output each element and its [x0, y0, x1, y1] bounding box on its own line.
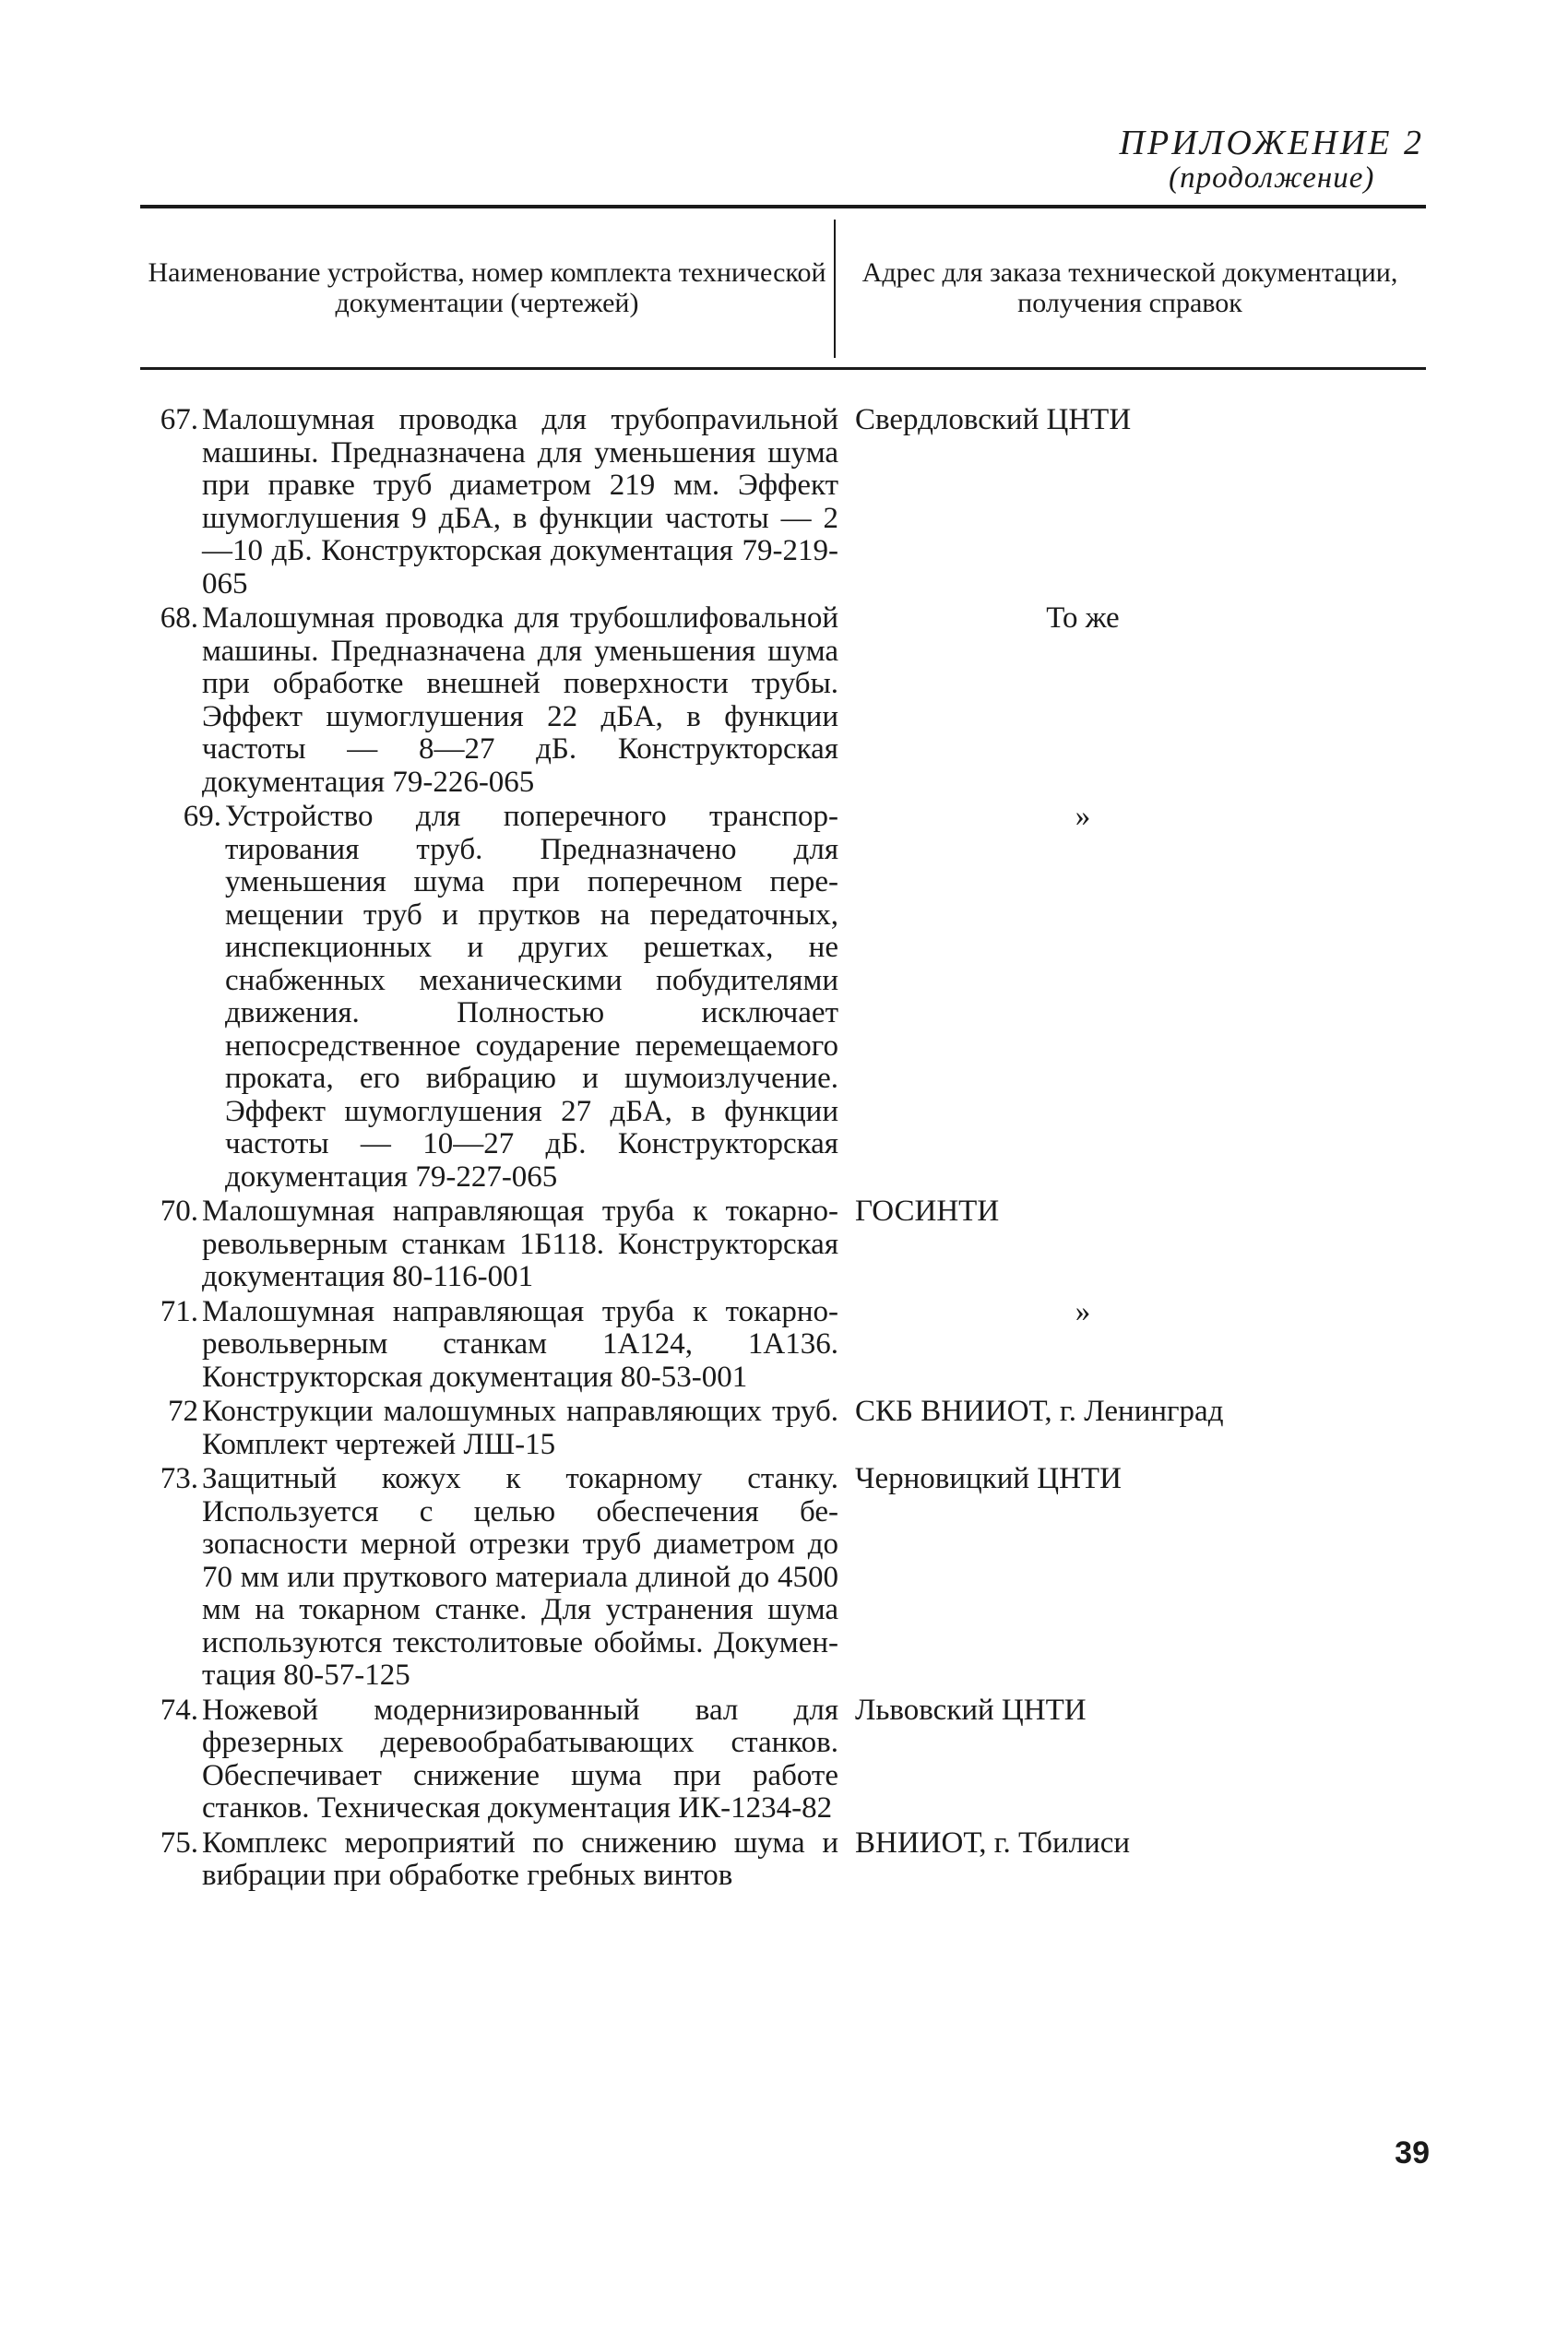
appendix-heading — [1120, 125, 1424, 195]
row-number: 70. — [160, 1195, 198, 1228]
row-number: 74. — [160, 1693, 198, 1727]
row-description: Ножевой модернизированный вал для фрезерных деревообрабатывающих станков. Обеспечивает снижение шума при работе станков. Техническая документация ИК-1234-82 — [202, 1693, 838, 1825]
page-number: 39 — [1395, 2135, 1430, 2170]
row-address: Львовский ЦНТИ — [855, 1693, 1087, 1727]
row-address: Свердловский ЦНТИ — [855, 403, 1132, 436]
row-number: 67. — [160, 403, 198, 436]
table-row — [0, 1463, 1568, 1693]
row-description: Малошумная направляющая труба к токарно-револьверным станкам 1Б118. Конструкторская документация 80-116-001 — [202, 1195, 838, 1293]
row-description: Малошумная направляющая труба к токарно-револьверным станкам 1А124, 1А136. Конструкторская документация 80-53-001 — [202, 1294, 838, 1394]
row-address: ГОСИНТИ — [855, 1195, 1000, 1228]
row-address: СКБ ВНИИОТ, г. Ленинград — [855, 1395, 1224, 1428]
table-row — [0, 1396, 1568, 1461]
row-number: 72 — [168, 1395, 198, 1428]
table-row — [0, 1827, 1568, 1893]
column-header-address: Адрес для заказа технической документации, получения справок — [861, 257, 1398, 318]
row-description: Устройство для поперечного транспортирования труб. Предназначено для уменьшения шума при поперечном перемещении труб и прутков на передаточных, инспекционных и других решетках, не снабженных механическими побудителями движения. Полностью исключает непосредственное соударение перемещаемого проката, его вибрацию и шумоизлучение. Эффект шумоглушения 27 дБА, в функции частоты — 10—27 дБ. Конструкторская документация 79-227-065 — [225, 800, 838, 1194]
table-row — [0, 404, 1568, 601]
row-description: Конструкции малошумных направляющих труб. Комплект чертежей ЛШ-15 — [202, 1395, 838, 1461]
table-row — [0, 1195, 1568, 1294]
table-row — [0, 1296, 1568, 1395]
appendix-title: ПРИЛОЖЕНИЕ 2 — [1119, 124, 1424, 162]
row-description: Малошумная проводка для трубопраvильной машины. Предназначена для уменьшения шума при правке труб диаметром 219 мм. Эффект шумоглушения 9 дБА, в функции частоты — 2—10 дБ. Конструкторская документация 79-219-065 — [202, 403, 838, 601]
row-description: Малошумная проводка для трубошлифовальной машины. Предназначена для уменьшения шума при обработке внешней поверхности трубы. Эффект шумоглушения 22 дБА, в функции частоты — 8—27 дБ. Конструкторская документация 79-226-065 — [202, 601, 838, 799]
column-header-device: Наименование устройства, номер комплекта технической документации (чертежей) — [148, 257, 826, 318]
table-row — [0, 602, 1568, 799]
table-body — [0, 404, 1568, 1895]
table-row — [0, 801, 1568, 1194]
row-description: Защитный кожух к токарному станку. Используется с целью обеспечения безопасности мерной отрезки труб диаметром до 70 мм или пруткового материала длиной до 4500 мм на токарном станке. Для устранения шума используются текстолитовые обоймы. Документация 80-57-125 — [202, 1462, 838, 1692]
row-address: То же — [1046, 601, 1120, 635]
row-number: 68. — [160, 601, 198, 635]
row-address: » — [1075, 800, 1091, 833]
row-number: 71. — [160, 1294, 198, 1328]
row-address: Черновицкий ЦНТИ — [855, 1462, 1122, 1495]
row-description: Комплекс мероприятий по снижению шума и вибрации при обработке гребных винтов — [202, 1826, 838, 1892]
row-number: 69. — [183, 800, 221, 833]
appendix-subtitle: (продолжение) — [1169, 161, 1375, 195]
table-header — [140, 205, 1426, 370]
row-number: 75. — [160, 1826, 198, 1860]
row-number: 73. — [160, 1462, 198, 1495]
table-row — [0, 1695, 1568, 1826]
row-address: ВНИИОТ, г. Тбилиси — [855, 1826, 1131, 1860]
row-address: » — [1075, 1294, 1091, 1328]
